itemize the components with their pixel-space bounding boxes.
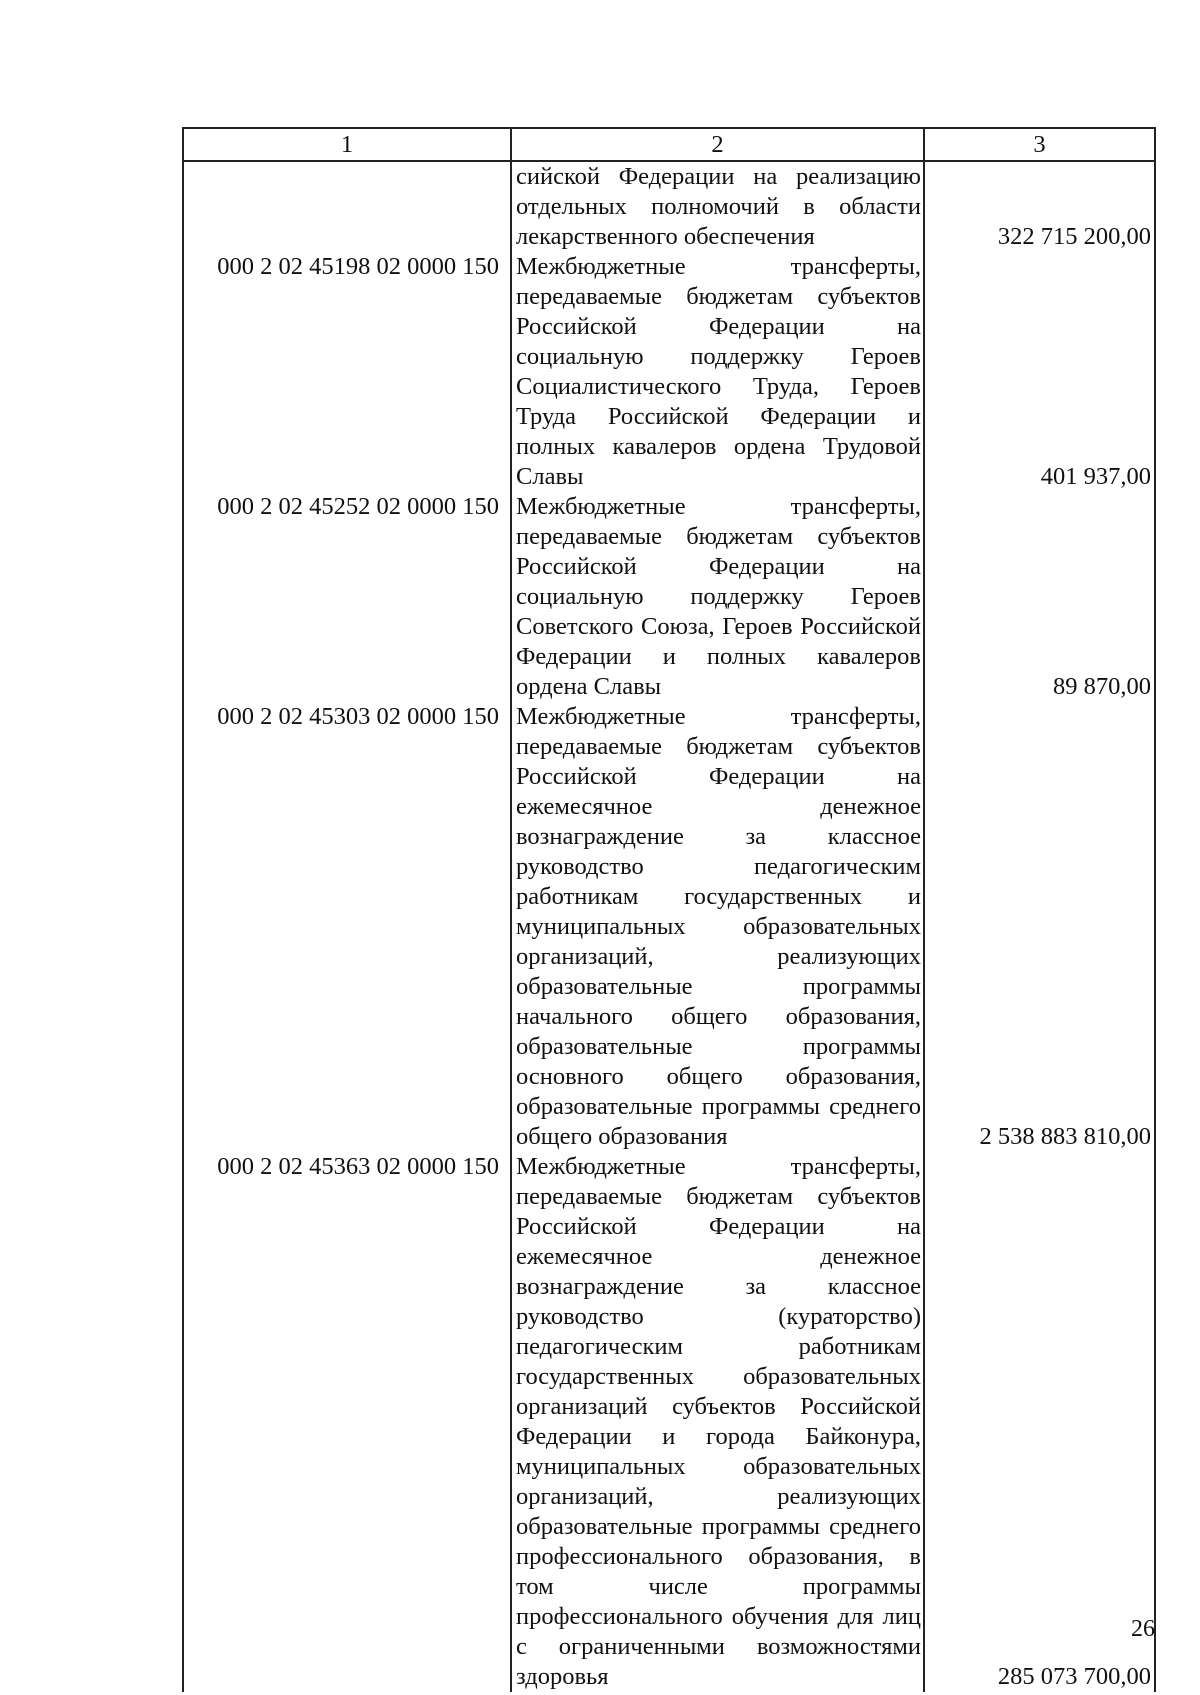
description-text: Межбюджетные трансферты, передаваемые бюджетам субъектов Российской Федерации на ежемесячное денежное вознаграждение за классное руководство педагогическим работникам государственных и муниципальных образовательных организаций, реализующих образовательные программы начального общего образования, образовательные программы основного общего образования, образовательные программы среднего общего образования xyxy=(516,703,921,1150)
column-header-1: 1 xyxy=(183,128,511,161)
classification-code: 000 2 02 45303 02 0000 150 xyxy=(183,702,511,1152)
classification-code: 000 2 02 45363 02 0000 150 xyxy=(183,1152,511,1692)
table-row xyxy=(183,161,1155,252)
classification-code: 000 2 02 45198 02 0000 150 xyxy=(183,252,511,492)
budget-table xyxy=(182,127,1156,1692)
description-cell xyxy=(511,161,924,252)
page-number: 26 xyxy=(1131,1616,1155,1642)
description-text: Межбюджетные трансферты, передаваемые бюджетам субъектов Российской Федерации на социальную поддержку Героев Советского Союза, Героев Российской Федерации и полных кавалеров ордена Славы xyxy=(516,493,921,700)
description-cell xyxy=(511,252,924,492)
classification-code xyxy=(183,161,511,252)
amount-value: 322 715 200,00 xyxy=(924,161,1155,252)
table-row xyxy=(183,492,1155,702)
description-text: Межбюджетные трансферты, передаваемые бюджетам субъектов Российской Федерации на ежемесячное денежное вознаграждение за классное руководство (кураторство) педагогическим работникам государственных образовательных организаций субъектов Российской Федерации и города Байконура, муниципальных образовательных организаций, реализующих образовательные программы среднего профессионального образования, в том числе программы профессионального обучения для лиц с ограниченными возможностями здоровья xyxy=(516,1153,921,1690)
description-cell xyxy=(511,702,924,1152)
amount-value: 89 870,00 xyxy=(924,492,1155,702)
amount-value: 401 937,00 xyxy=(924,252,1155,492)
description-text: Межбюджетные трансферты, передаваемые бюджетам субъектов Российской Федерации на социальную поддержку Героев Социалистического Труда, Героев Труда Российской Федерации и полных кавалеров ордена Трудовой Славы xyxy=(516,253,921,490)
description-text: сийской Федерации на реализацию отдельных полномочий в области лекарственного обеспечения xyxy=(516,163,921,250)
column-header-3: 3 xyxy=(924,128,1155,161)
table-body xyxy=(183,161,1155,1692)
table-row xyxy=(183,702,1155,1152)
description-cell xyxy=(511,492,924,702)
table-row xyxy=(183,252,1155,492)
column-header-2: 2 xyxy=(511,128,924,161)
table-row xyxy=(183,1152,1155,1692)
table-header xyxy=(183,128,1155,161)
classification-code: 000 2 02 45252 02 0000 150 xyxy=(183,492,511,702)
header-row xyxy=(183,128,1155,161)
amount-value: 285 073 700,00 xyxy=(924,1152,1155,1692)
amount-value: 2 538 883 810,00 xyxy=(924,702,1155,1152)
description-cell xyxy=(511,1152,924,1692)
